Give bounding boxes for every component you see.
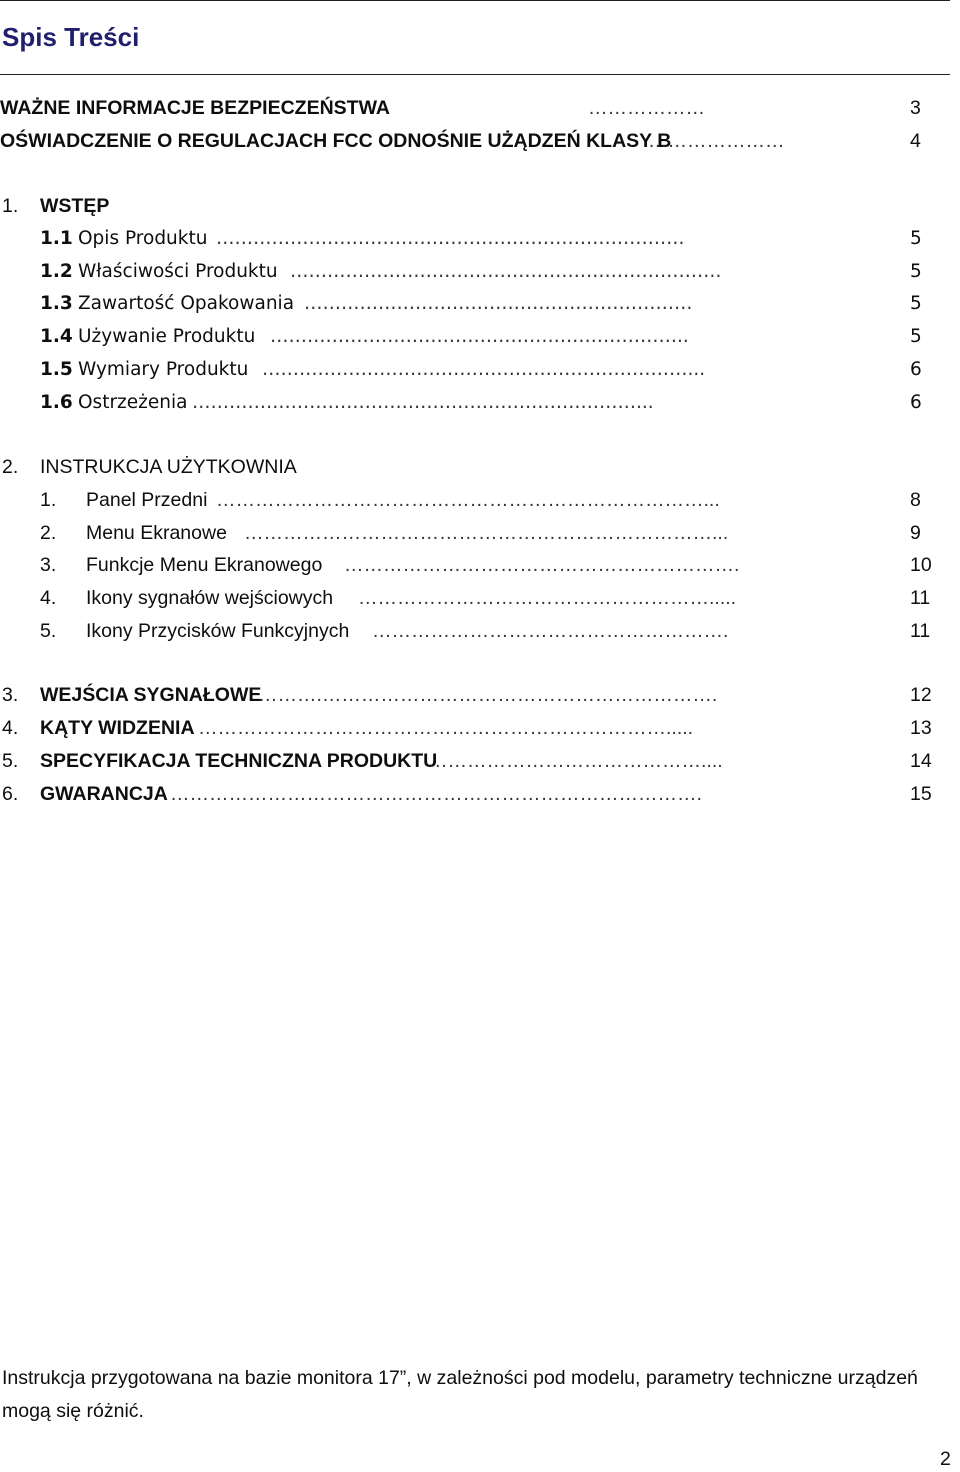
toc-item-text: Właściwości Produktu	[78, 261, 278, 282]
toc-item-text: Menu Ekranowe	[86, 522, 227, 544]
toc-entry-2-1[interactable]	[0, 485, 960, 515]
toc-leader: …………………	[648, 130, 785, 152]
toc-item-number: 5.	[40, 620, 57, 642]
toc-leader: ……………………………………………….	[372, 620, 729, 642]
toc-entry-1-2[interactable]	[0, 257, 960, 287]
toc-entry-1-1[interactable]	[0, 224, 960, 254]
toc-item-number: 1.2	[40, 261, 73, 282]
toc-item-text: Ikony Przycisków Funkcyjnych	[86, 620, 350, 642]
footer-note: Instrukcja przygotowana na bazie monitora 17”, w zależności pod modelu, parametry techniczne urządzeń mogą się różnić.	[2, 1367, 918, 1422]
toc-page-number: 5	[910, 261, 922, 282]
toc-section-number: 6.	[2, 783, 19, 805]
toc-item-text: Zawartość Opakowania	[78, 293, 295, 314]
toc-leader: ……………………………………………….....	[358, 587, 737, 609]
toc-entry-2-2[interactable]	[0, 518, 960, 548]
toc-leader: ………………………………………………………………...	[192, 392, 654, 413]
toc-item-text: Funkcje Menu Ekranowego	[86, 554, 323, 576]
toc-section-heading: WEJŚCIA SYGNAŁOWE	[40, 684, 262, 706]
toc-item-number: 4.	[40, 587, 57, 609]
toc-item-text: Ostrzeżenia	[78, 392, 188, 413]
toc-entry-1-4[interactable]	[0, 322, 960, 352]
toc-section-number: 5.	[2, 750, 19, 772]
toc-section-heading: INSTRUKCJA UŻYTKOWNIA	[40, 456, 297, 478]
toc-page-number: 15	[910, 783, 932, 805]
toc-page-number: 8	[910, 489, 921, 511]
toc-item-number: 1.	[40, 489, 57, 511]
toc-page-number: 9	[910, 522, 921, 544]
toc-page-number: 5	[910, 326, 922, 347]
toc-section-heading: KĄTY WIDZENIA	[40, 717, 195, 739]
toc-section-number: 4.	[2, 717, 19, 739]
toc-item-number: 1.5	[40, 359, 73, 380]
toc-entry-safety[interactable]	[0, 93, 960, 123]
toc-leader: ……………………………………………………………...	[262, 359, 706, 380]
toc-page-number: 6	[910, 392, 922, 413]
toc-leader: ………………………………………………………………….	[216, 228, 685, 249]
toc-leader: …………………………………………………….	[344, 554, 740, 576]
toc-entry-text: OŚWIADCZENIE O REGULACJACH FCC ODNOŚNIE UŻĄDZEŃ KLASY B	[0, 130, 672, 152]
toc-leader: ……….…………………………………………………….	[258, 684, 718, 706]
toc-leader: …………………………………………………………..	[270, 326, 689, 347]
top-rule	[0, 0, 950, 1]
toc-item-number: 3.	[40, 554, 57, 576]
toc-page-number: 3	[910, 97, 921, 119]
toc-entry-fcc[interactable]	[0, 126, 960, 156]
title-rule	[0, 74, 950, 75]
toc-item-text: Wymiary Produktu	[78, 359, 249, 380]
toc-item-number: 1.6	[40, 392, 73, 413]
toc-leader: …………………………………………………………………...	[216, 489, 720, 511]
toc-item-number: 1.1	[40, 228, 73, 249]
toc-section-1[interactable]	[0, 191, 960, 221]
toc-section-heading: WSTĘP	[40, 195, 110, 217]
toc-leader: ………………………………………………………………...	[244, 522, 729, 544]
toc-entry-1-3[interactable]	[0, 289, 960, 319]
toc-section-5[interactable]	[0, 746, 960, 776]
toc-item-text: Panel Przedni	[86, 489, 208, 511]
toc-section-number: 1.	[2, 195, 19, 217]
toc-page-number: 12	[910, 684, 932, 706]
toc-section-3[interactable]	[0, 680, 960, 710]
page-title: Spis Treści	[2, 22, 140, 52]
toc-leader: ……………………………………....	[428, 750, 723, 772]
toc-section-6[interactable]	[0, 779, 960, 809]
toc-section-4[interactable]	[0, 713, 960, 743]
toc-page-number: 10	[910, 554, 932, 576]
toc-section-number: 3.	[2, 684, 19, 706]
toc-page-number: 14	[910, 750, 932, 772]
toc-item-text: Opis Produktu	[78, 228, 208, 249]
toc-leader: ………………………………………………………	[304, 293, 693, 314]
toc-page-number: 5	[910, 293, 922, 314]
toc-section-heading: SPECYFIKACJA TECHNICZNA PRODUKTU	[40, 750, 438, 772]
toc-item-text: Używanie Produktu	[78, 326, 256, 347]
toc-entry-2-3[interactable]	[0, 550, 960, 580]
toc-page-number: 11	[910, 587, 931, 609]
toc-leader: ………………	[588, 97, 705, 119]
toc-item-number: 1.4	[40, 326, 73, 347]
toc-leader: …………………………………………………………….	[290, 261, 722, 282]
toc-entry-text: WAŻNE INFORMACJE BEZPIECZEŃSTWA	[0, 97, 391, 119]
toc-item-number: 1.3	[40, 293, 73, 314]
toc-entry-1-6[interactable]	[0, 388, 960, 418]
page-number: 2	[940, 1448, 951, 1470]
toc-page-number: 4	[910, 130, 921, 152]
toc-section-number: 2.	[2, 456, 19, 478]
toc-page-number: 13	[910, 717, 932, 739]
toc-entry-1-5[interactable]	[0, 355, 960, 385]
toc-leader: ……………………………………………………………………….	[170, 783, 702, 805]
toc-section-heading: GWARANCJA	[40, 783, 168, 805]
toc-leader: ……………………………………………………………….....	[198, 717, 694, 739]
toc-item-number: 2.	[40, 522, 57, 544]
toc-page-number: 11	[910, 620, 931, 642]
toc-page-number: 5	[910, 228, 922, 249]
toc-section-2[interactable]	[0, 452, 960, 482]
toc-entry-2-4[interactable]	[0, 583, 960, 613]
toc-entry-2-5[interactable]	[0, 616, 960, 646]
toc-item-text: Ikony sygnałów wejściowych	[86, 587, 334, 609]
toc-page-number: 6	[910, 359, 922, 380]
